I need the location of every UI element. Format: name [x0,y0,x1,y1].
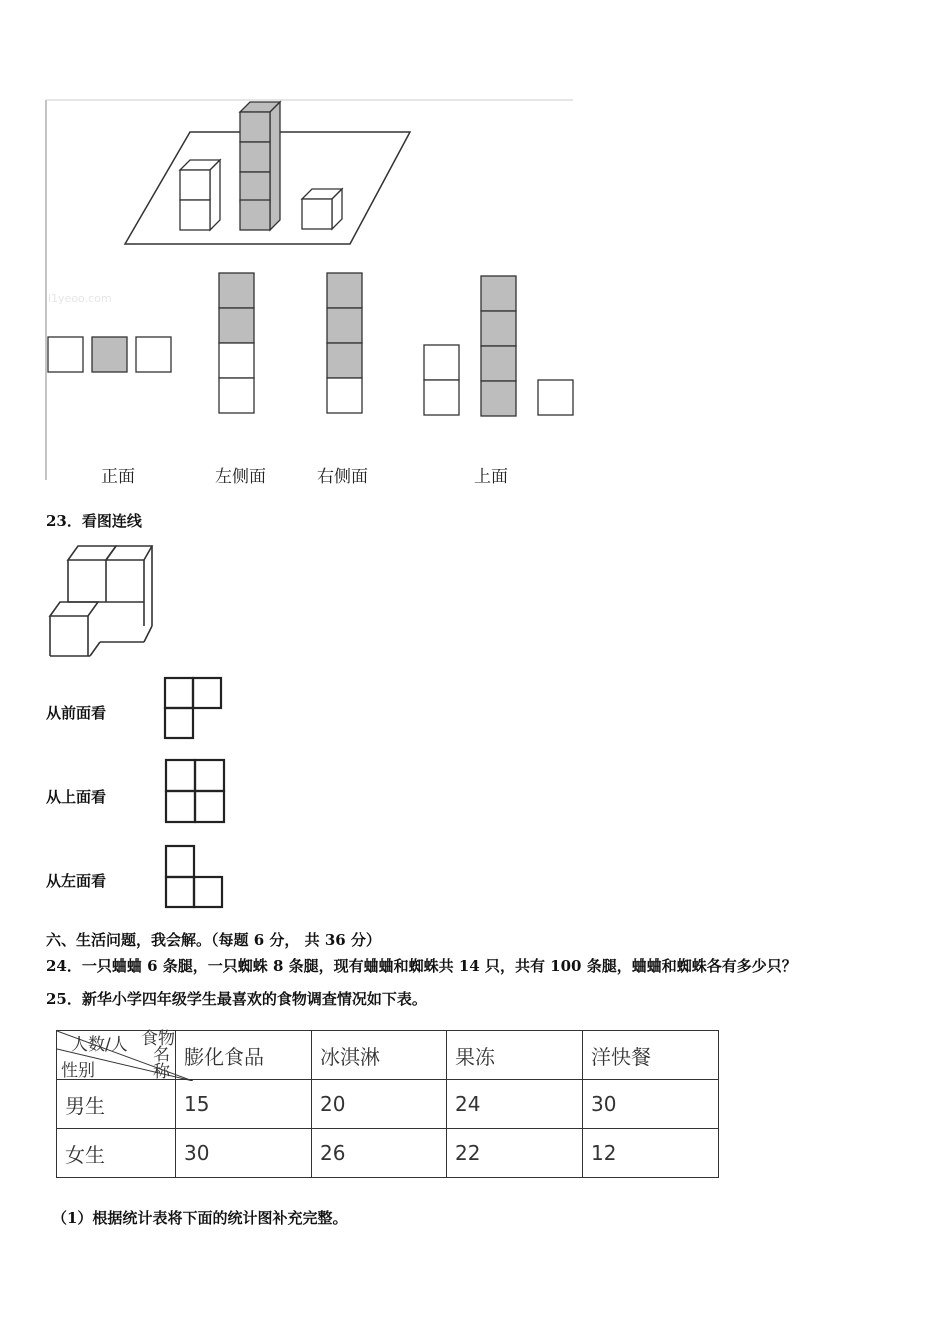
q25-sub1: （1）根据统计表将下面的统计图补充完整。 [52,1209,348,1227]
right-side-view [327,273,362,413]
q23-option-top: 从上面看 [46,788,107,806]
table-cell: 30 [583,1080,719,1129]
cube-views-figure [0,0,600,500]
table-corner-cell [57,1031,176,1080]
col-header: 洋快餐 [583,1031,719,1080]
col-header: 膨化食品 [176,1031,312,1080]
row-label: 女生 [57,1129,176,1178]
q23-shape-c [163,843,227,911]
table-cell: 20 [312,1080,447,1129]
view-label-left: 左侧面 [215,467,266,487]
view-label-top: 上面 [474,467,508,487]
corner-label-food: 食物 [141,1029,175,1049]
left-cube-stack [180,160,220,230]
q24-text: 24．一只蛐蛐 6 条腿，一只蜘蛛 8 条腿，现有蛐蛐和蜘蛛共 14 只，共有 100 条腿，蛐蛐和蜘蛛各有多少只？ [46,957,797,975]
watermark: l1yeoo.com [48,292,112,305]
corner-label-name: 名称 [153,1045,170,1082]
table-header-row [57,1031,719,1080]
corner-label-gender: 性别 [61,1061,95,1081]
left-side-view [219,273,254,413]
table-cell: 26 [312,1129,447,1178]
table-row [57,1080,719,1129]
col-header: 果冻 [447,1031,583,1080]
table-cell: 15 [176,1080,312,1129]
q25-text: 25．新华小学四年级学生最喜欢的食物调查情况如下表。 [46,990,427,1008]
table-cell: 22 [447,1129,583,1178]
q23-option-front: 从前面看 [46,704,107,722]
q23-shape-b [163,757,229,827]
table-row [57,1129,719,1178]
view-label-front: 正面 [101,467,135,487]
single-cube [302,189,342,229]
survey-table [56,1030,719,1178]
top-view [424,276,573,416]
table-cell: 30 [176,1129,312,1178]
front-view [48,337,171,372]
col-header: 冰淇淋 [312,1031,447,1080]
q23-solid-figure [46,540,158,662]
table-cell: 12 [583,1129,719,1178]
view-label-right: 右侧面 [317,467,368,487]
tall-cube-stack [240,102,280,230]
q23-option-left: 从左面看 [46,872,107,890]
corner-label-people: 人数/人 [71,1035,128,1055]
row-label: 男生 [57,1080,176,1129]
q23-title: 23．看图连线 [46,512,142,530]
table-cell: 24 [447,1080,583,1129]
section6-heading: 六、生活问题，我会解。（每题 6 分， 共 36 分） [46,931,381,949]
q23-shape-a [162,675,226,743]
